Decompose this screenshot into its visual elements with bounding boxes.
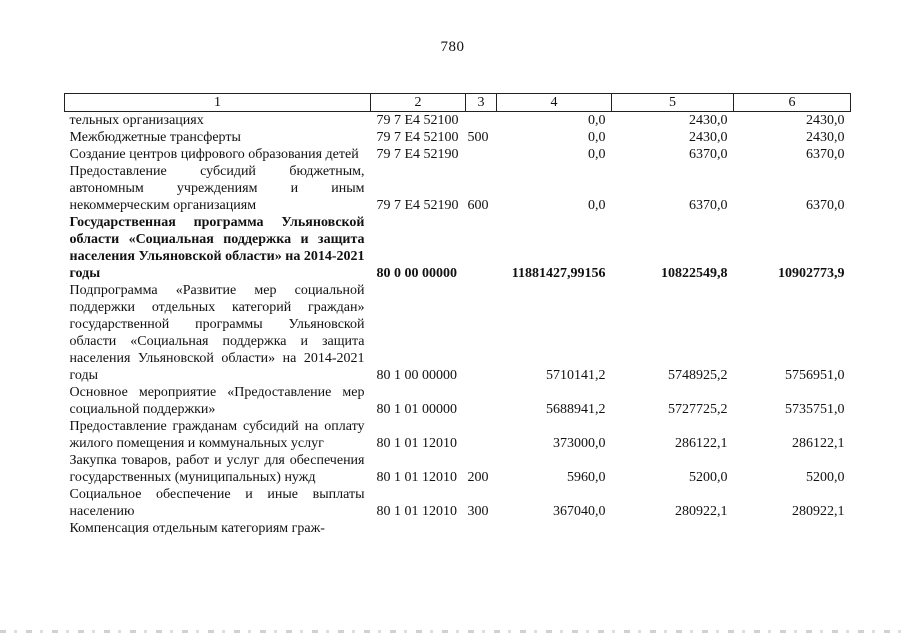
row-value-col4-cell: 5960,0 <box>567 470 606 485</box>
table-row <box>65 520 851 537</box>
row-code-cell: 79 7 E4 52190 <box>376 147 459 162</box>
table-row <box>65 112 851 130</box>
row-value-col6-cell <box>734 520 851 537</box>
row-value-col4-cell: 0,0 <box>588 198 606 213</box>
row-name-cell: Предоставление субсидий бюджетным, автономным учреждениям и иным некоммерческим организациям <box>69 164 365 213</box>
row-value-col6-cell: 2430,0 <box>806 113 845 128</box>
row-name-cell: Компенсация отдельным категориям граж- <box>69 521 325 536</box>
row-code-cell <box>371 520 466 537</box>
row-value-col5-cell: 6370,0 <box>689 198 728 213</box>
row-name-cell: Социальное обеспечение и иные выплаты населению <box>69 487 365 519</box>
column-header: 4 <box>497 94 612 112</box>
row-value-col4-cell: 367040,0 <box>553 504 606 519</box>
row-code-cell: 80 1 01 00000 <box>376 402 457 417</box>
row-value-col5-cell: 2430,0 <box>689 130 728 145</box>
table-row <box>65 418 851 452</box>
row-name-cell: Закупка товаров, работ и услуг для обеспечения государственных (муниципальных) нужд <box>69 453 365 485</box>
column-header: 3 <box>466 94 497 112</box>
row-value-col5-cell: 6370,0 <box>689 147 728 162</box>
row-value-col4-cell <box>497 520 612 537</box>
row-code-cell: 79 7 E4 52100 <box>376 130 459 145</box>
row-name-cell: Подпрограмма «Развитие мер социальной поддержки отдельных категорий граждан» государственной программы Ульяновской области «Социальная поддержка и защита населения Ульяновской области» на 2014-2021 годы <box>69 283 365 383</box>
row-value-col6-cell: 5735751,0 <box>785 402 845 417</box>
column-header: 6 <box>734 94 851 112</box>
row-value-col6-cell: 6370,0 <box>806 198 845 213</box>
row-value-col6-cell: 286122,1 <box>792 436 845 451</box>
table-row <box>65 214 851 282</box>
row-type-cell <box>466 520 497 537</box>
row-value-col6-cell: 10902773,9 <box>778 266 845 281</box>
column-header: 5 <box>612 94 734 112</box>
row-value-col6-cell: 2430,0 <box>806 130 845 145</box>
table-row <box>65 486 851 520</box>
row-value-col4-cell: 5710141,2 <box>546 368 606 383</box>
row-type-cell <box>466 214 497 282</box>
table-row <box>65 384 851 418</box>
table-row <box>65 163 851 214</box>
row-type-cell: 600 <box>467 198 489 213</box>
table-row <box>65 129 851 146</box>
row-name-cell: Создание центров цифрового образования детей <box>69 147 359 162</box>
row-code-cell: 80 1 01 12010 <box>376 470 457 485</box>
row-value-col5-cell: 5727725,2 <box>668 402 728 417</box>
row-value-col5-cell: 2430,0 <box>689 113 728 128</box>
row-name-cell: Государственная программа Ульяновской области «Социальная поддержка и защита населения Ульяновской области» на 2014-2021 годы <box>69 215 365 281</box>
row-value-col4-cell: 373000,0 <box>553 436 606 451</box>
row-value-col5-cell: 286122,1 <box>675 436 728 451</box>
row-value-col5-cell: 10822549,8 <box>661 266 728 281</box>
row-code-cell: 79 7 E4 52190 <box>376 198 459 213</box>
row-name-cell: Межбюджетные трансферты <box>69 130 241 145</box>
row-code-cell: 80 1 00 00000 <box>376 368 457 383</box>
row-type-cell: 200 <box>467 470 489 485</box>
row-value-col5-cell: 5200,0 <box>689 470 728 485</box>
row-type-cell: 300 <box>467 504 489 519</box>
row-name-cell: Предоставление гражданам субсидий на оплату жилого помещения и коммунальных услуг <box>69 419 365 451</box>
table-row <box>65 282 851 384</box>
row-code-cell: 80 0 00 00000 <box>376 266 457 281</box>
row-type-cell <box>466 418 497 452</box>
row-type-cell <box>466 146 497 163</box>
table-header-row <box>65 94 851 112</box>
row-name-cell: Основное мероприятие «Предоставление мер социальной поддержки» <box>69 385 365 417</box>
row-value-col6-cell: 5200,0 <box>806 470 845 485</box>
table-row <box>65 146 851 163</box>
row-value-col5-cell: 5748925,2 <box>668 368 728 383</box>
row-code-cell: 79 7 E4 52100 <box>376 113 459 128</box>
row-type-cell <box>466 384 497 418</box>
row-type-cell <box>466 112 497 130</box>
scan-edge-artifact <box>0 630 905 633</box>
row-code-cell: 80 1 01 12010 <box>376 504 457 519</box>
row-code-cell: 80 1 01 12010 <box>376 436 457 451</box>
row-value-col4-cell: 0,0 <box>588 113 606 128</box>
table-row <box>65 452 851 486</box>
row-value-col5-cell: 280922,1 <box>675 504 728 519</box>
column-header: 1 <box>65 94 371 112</box>
row-value-col4-cell: 11881427,99156 <box>511 266 606 281</box>
row-value-col6-cell: 6370,0 <box>806 147 845 162</box>
row-value-col6-cell: 5756951,0 <box>785 368 845 383</box>
table-body <box>65 112 851 538</box>
row-value-col4-cell: 0,0 <box>588 130 606 145</box>
column-header: 2 <box>371 94 466 112</box>
page-number: 780 <box>440 39 465 55</box>
row-name-cell: тельных организациях <box>69 113 204 128</box>
row-value-col6-cell: 280922,1 <box>792 504 845 519</box>
row-type-cell: 500 <box>467 130 489 145</box>
row-value-col5-cell <box>612 520 734 537</box>
budget-table <box>64 93 851 537</box>
row-type-cell <box>466 282 497 384</box>
row-value-col4-cell: 5688941,2 <box>546 402 606 417</box>
row-value-col4-cell: 0,0 <box>588 147 606 162</box>
